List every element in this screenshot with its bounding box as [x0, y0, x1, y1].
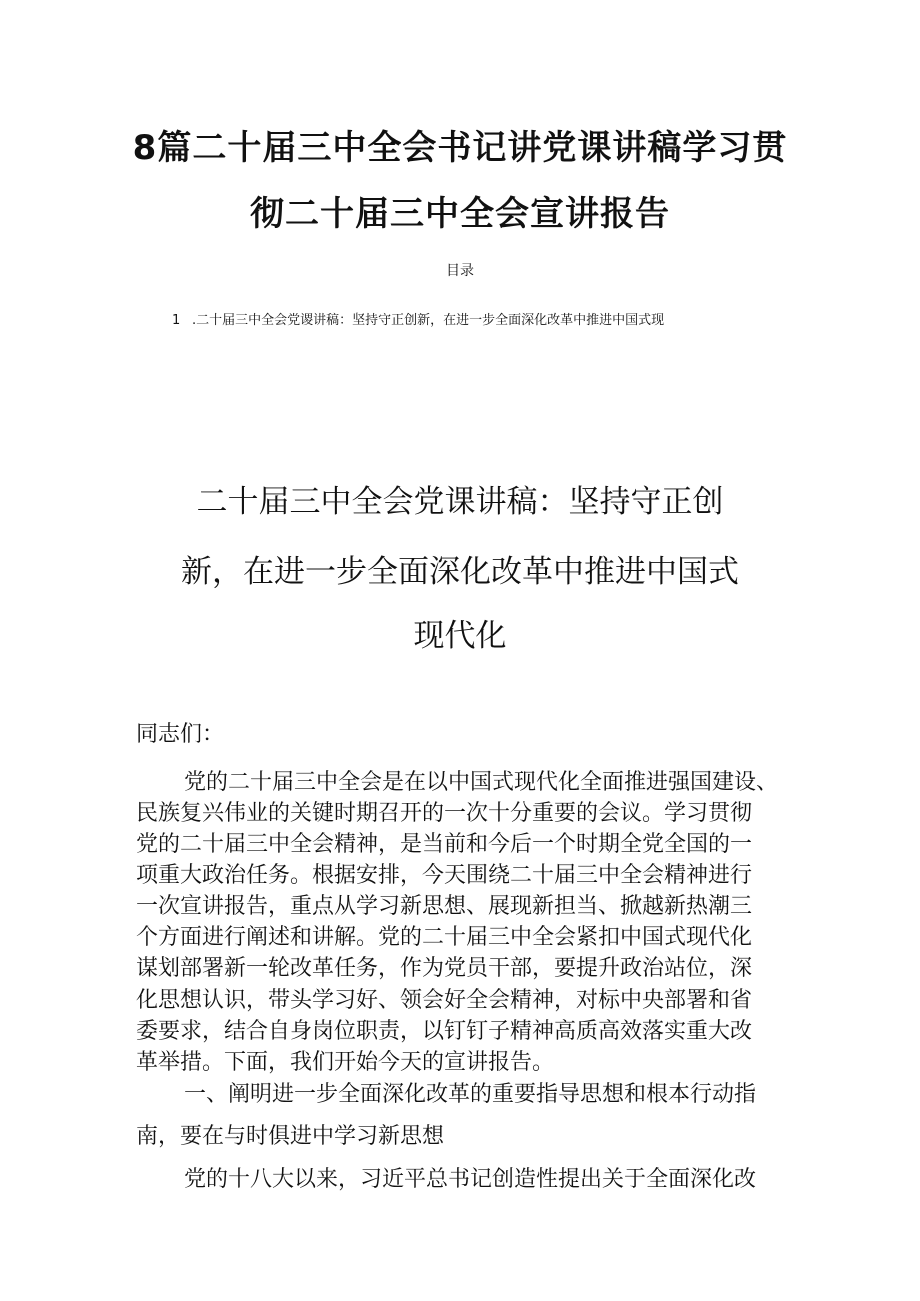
document-title-line-2: 彻二十届三中全会宣讲报告	[250, 194, 670, 234]
body-line: 党的十八大以来，习近平总书记创造性提出关于全面深化改	[184, 1167, 757, 1192]
body-line: 一次宣讲报告，重点从学习新思想、展现新担当、掀越新热潮三	[136, 894, 753, 919]
toc-entry-number: 1	[172, 313, 181, 328]
body-line: 民族复兴伟业的关键时期召开的一次十分重要的会议。学习贯彻	[136, 801, 753, 826]
body-line: 化思想认识，带头学习好、领会好全会精神，对标中央部署和省	[136, 988, 753, 1013]
body-line: 项重大政治任务。根据安排，今天围绕二十届三中全会精神进行	[136, 863, 753, 888]
body-line: 个方面进行阐述和讲解。党的二十届三中全会紧扣中国式现代化	[136, 925, 753, 950]
section-title-line-2: 新，在进一步全面深化改革中推进中国式	[181, 554, 739, 590]
greeting: 同志们：	[136, 722, 225, 747]
toc-entry[interactable]	[172, 312, 664, 330]
body-line: 革举措。下面，我们开始今天的宣讲报告。	[136, 1050, 555, 1075]
body-line: 党的二十届三中全会精神，是当前和今后一个时期全党全国的一	[136, 832, 753, 857]
toc-heading: 目录	[446, 263, 474, 279]
body-line: 委要求，结合自身岗位职责，以钉钉子精神高质高效落实重大改	[136, 1019, 753, 1044]
body-line: 谋划部署新一轮改革任务，作为党员干部，要提升政治站位，深	[136, 956, 753, 981]
body-line: 党的二十届三中全会是在以中国式现代化全面推进强国建设、	[184, 770, 779, 795]
section-title-line-1: 二十届三中全会党课讲稿：坚持守正创	[196, 484, 724, 520]
body-line: 一、阐明进一步全面深化改革的重要指导思想和根本行动指	[184, 1082, 757, 1107]
body-line: 南，要在与时俱进中学习新思想	[136, 1124, 445, 1149]
section-title-line-3: 现代化	[413, 618, 507, 654]
toc-entry-text: .二十届三中全会党谡讲稿：坚持守正创新，在进一步全面深化改革中推进中国式现	[192, 313, 665, 328]
document-title-line-1: 8篇二十届三中全会书记讲党课讲稿学习贯	[132, 128, 788, 168]
